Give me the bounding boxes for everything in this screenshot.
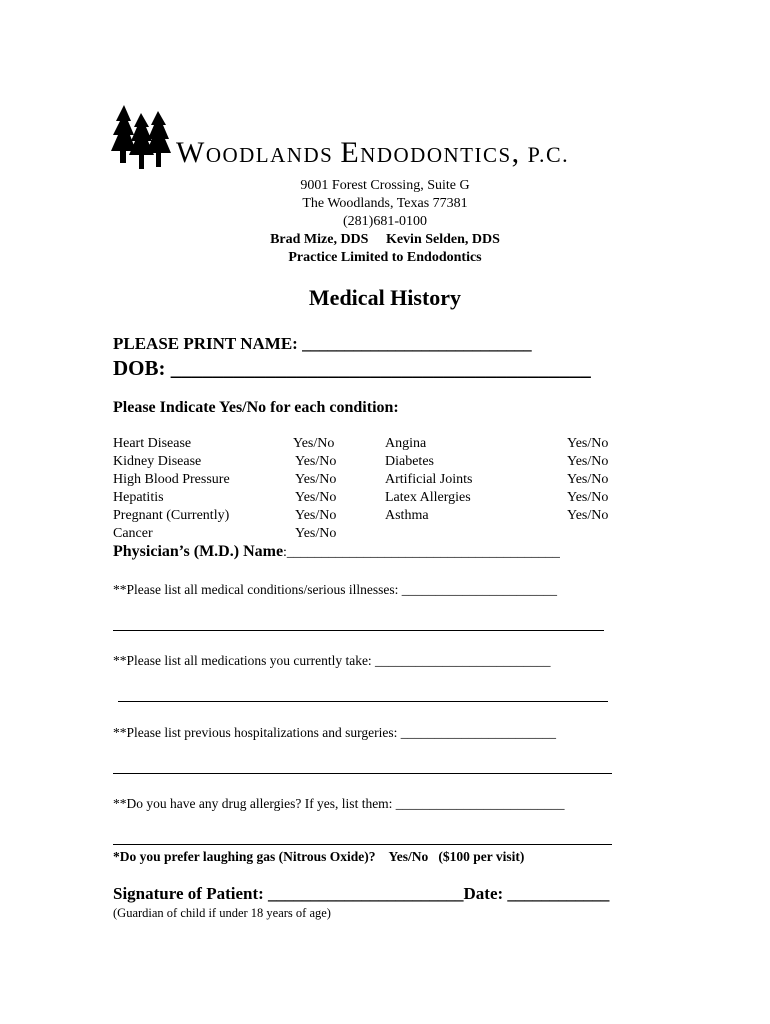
practice-suffix: P.C. [527, 142, 570, 167]
condition-answer[interactable]: Yes/No [567, 436, 609, 451]
condition-label: Kidney Disease [113, 454, 202, 469]
doctors: Brad Mize, DDS Kevin Selden, DDS [270, 232, 500, 247]
condition-label: Artificial Joints [385, 472, 473, 487]
condition-label: High Blood Pressure [113, 472, 230, 487]
phone: (281)681-0100 [343, 214, 427, 229]
form-title: Medical History [308, 285, 462, 310]
condition-answer[interactable]: Yes/No [295, 472, 337, 487]
condition-label: Asthma [385, 508, 429, 523]
address-block [0, 177, 770, 267]
address-line1: 9001 Forest Crossing, Suite G [300, 178, 470, 193]
answer-line[interactable] [118, 701, 608, 702]
conditions-right-names [385, 435, 473, 525]
condition-answer[interactable]: Yes/No [295, 508, 337, 523]
condition-answer[interactable]: Yes/No [293, 436, 335, 451]
condition-answer[interactable]: Yes/No [295, 490, 337, 505]
practice-name-second: Endodontics, [340, 136, 521, 169]
condition-label: Pregnant (Currently) [113, 508, 230, 523]
physician-line[interactable]: :_______________________________________ [283, 545, 560, 560]
condition-label: Angina [385, 436, 427, 451]
laughing-gas-question[interactable]: *Do you prefer laughing gas (Nitrous Oxide)? Yes/No ($100 per visit) [113, 849, 525, 864]
guardian-note: (Guardian of child if under 18 years of age) [113, 906, 331, 920]
conditions-left-names [113, 435, 230, 543]
condition-answer[interactable]: Yes/No [567, 508, 609, 523]
physician-name-field[interactable] [113, 543, 560, 561]
practice-name [176, 136, 569, 170]
condition-label: Hepatitis [113, 490, 164, 505]
condition-label: Latex Allergies [385, 490, 471, 505]
dob-field[interactable]: DOB: ________________________________________ [113, 356, 591, 380]
condition-answer[interactable]: Yes/No [295, 454, 337, 469]
drug-allergies-question[interactable]: **Do you have any drug allergies? If yes, list them: _________________________ [113, 796, 565, 811]
hospitalizations-question[interactable]: **Please list previous hospitalizations and surgeries: _______________________ [113, 725, 556, 740]
answer-line[interactable] [113, 773, 612, 774]
answer-line[interactable] [113, 630, 604, 631]
answer-line[interactable] [113, 844, 612, 845]
signature-date-field[interactable]: Signature of Patient: _______________________Date: ____________ [113, 884, 610, 903]
specialty: Practice Limited to Endodontics [288, 250, 482, 265]
pine-trees-logo-icon [110, 103, 172, 175]
condition-answer[interactable]: Yes/No [567, 454, 609, 469]
practice-name-first: Woodlands [176, 136, 334, 169]
condition-answer[interactable]: Yes/No [295, 526, 337, 541]
condition-answer[interactable]: Yes/No [567, 472, 609, 487]
address-line2: The Woodlands, Texas 77381 [302, 196, 468, 211]
medications-question[interactable]: **Please list all medications you currently take: __________________________ [113, 653, 551, 668]
medical-conditions-question[interactable]: **Please list all medical conditions/serious illnesses: _______________________ [113, 582, 557, 597]
indicate-instruction: Please Indicate Yes/No for each condition: [113, 399, 399, 416]
condition-label: Heart Disease [113, 436, 192, 451]
print-name-field[interactable]: PLEASE PRINT NAME: ___________________________ [113, 334, 532, 353]
condition-label: Cancer [113, 526, 153, 541]
conditions-left-answers [293, 435, 336, 543]
condition-label: Diabetes [385, 454, 434, 469]
conditions-right-answers [567, 435, 608, 525]
physician-label: Physician’s (M.D.) Name [113, 543, 284, 560]
condition-answer[interactable]: Yes/No [567, 490, 609, 505]
